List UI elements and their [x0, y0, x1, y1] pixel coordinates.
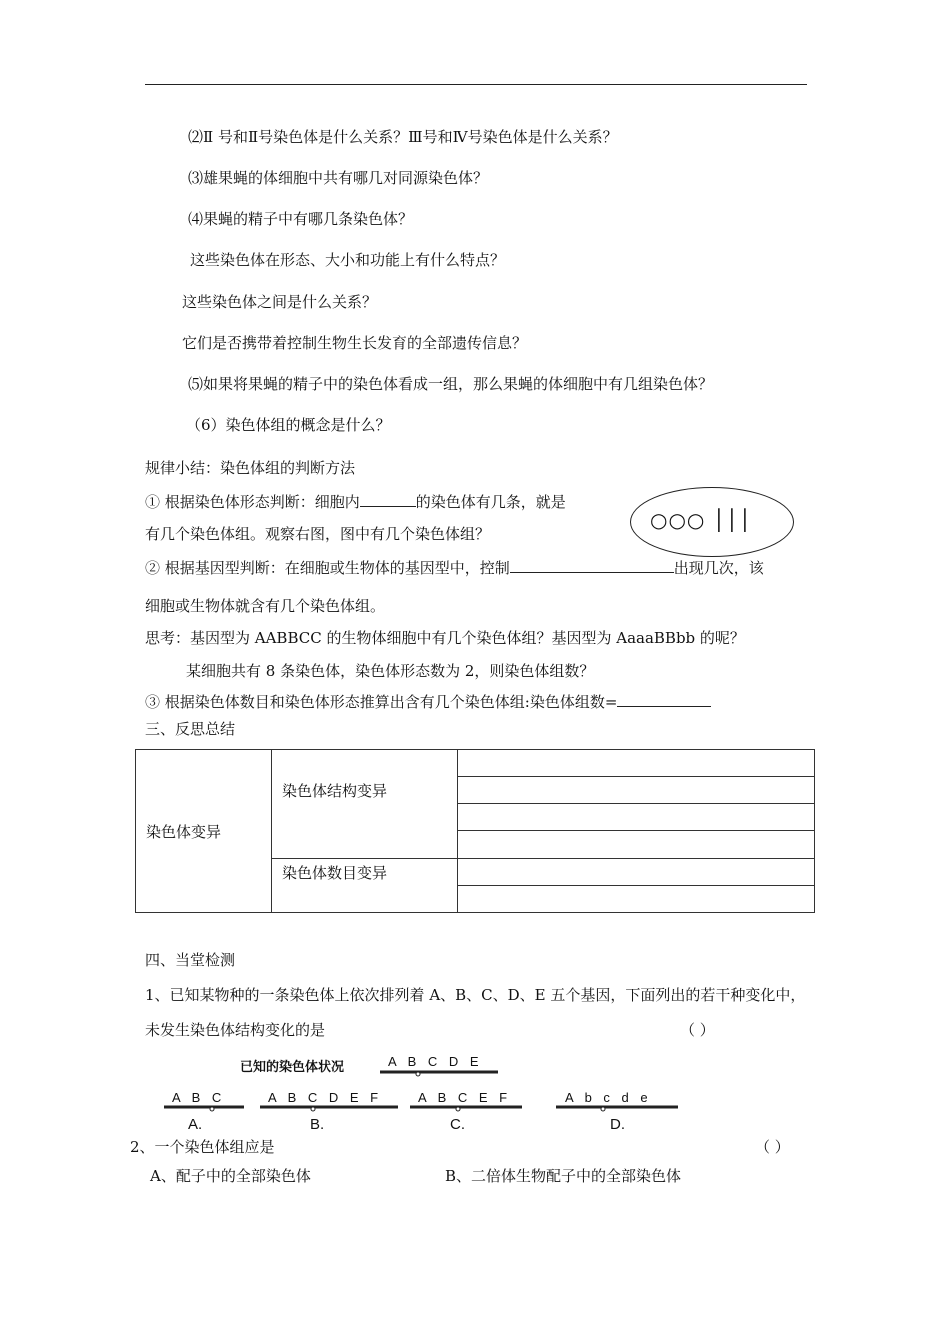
- summary-table: [135, 749, 815, 913]
- table-cell-struct: 染色体结构变异: [272, 750, 458, 859]
- answer-cell[interactable]: [458, 777, 815, 804]
- question-4c: 它们是否携带着控制生物生长发育的全部遗传信息？: [182, 334, 528, 352]
- think-question: 思考：基因型为 AABBCC 的生物体细胞中有几个染色体组？基因型为 AaaaBBbb 的呢？: [145, 629, 745, 647]
- answer-cell[interactable]: [458, 885, 815, 912]
- test-q2: 2、一个染色体组应是: [130, 1138, 275, 1156]
- rule-3: [145, 691, 711, 712]
- answer-cell[interactable]: [458, 804, 815, 831]
- table-cell-main: 染色体变异: [136, 750, 272, 913]
- rule-2: [145, 557, 764, 578]
- optB-genes: A B C D E F: [268, 1090, 383, 1105]
- answer-cell[interactable]: [458, 831, 815, 858]
- centromere: [456, 1107, 460, 1111]
- section-3-heading: 三、反思总结: [145, 720, 236, 738]
- header-rule: [145, 84, 807, 85]
- rules-title: 规律小结：染色体组的判断方法: [145, 459, 356, 477]
- question-5: ⑸如果将果蝇的精子中的染色体看成一组，那么果蝇的体细胞中有几组染色体？: [188, 375, 714, 393]
- optD-label: D.: [610, 1116, 625, 1133]
- table-cell-number: 染色体数目变异: [272, 858, 458, 912]
- question-4: ⑷果蝇的精子中有哪几条染色体？: [188, 210, 414, 228]
- answer-blank[interactable]: [617, 691, 711, 707]
- centromere: [416, 1072, 420, 1076]
- rule-2-line2: 细胞或生物体就含有几个染色体组。: [145, 597, 386, 615]
- rule-1-line2: 有几个染色体组。观察右图，图中有几个染色体组？: [145, 525, 491, 543]
- answer-cell[interactable]: [458, 750, 815, 777]
- answer-paren-2[interactable]: （ ）: [755, 1138, 790, 1156]
- test-q1-line2: 未发生染色体结构变化的是: [145, 1021, 326, 1039]
- rule-1-post: 的染色体有几条，就是: [415, 493, 566, 511]
- figure-title: 已知的染色体状况: [240, 1059, 345, 1074]
- chromosome-figure-symbols: ○○○ │││: [650, 508, 752, 532]
- known-genes: A B C D E: [388, 1054, 483, 1069]
- question-2: ⑵Ⅱ 号和Ⅱ号染色体是什么关系？Ⅲ号和Ⅳ号染色体是什么关系？: [188, 128, 618, 146]
- optA-label: A.: [188, 1116, 203, 1133]
- optC-genes: A B C E F: [418, 1090, 512, 1105]
- question-4b: 这些染色体之间是什么关系？: [182, 293, 378, 311]
- question-4a: 这些染色体在形态、大小和功能上有什么特点？: [190, 251, 506, 269]
- question-6: （6）染色体组的概念是什么？: [186, 416, 391, 434]
- think-question-2: 某细胞共有 8 条染色体，染色体形态数为 2，则染色体组数？: [186, 662, 595, 680]
- centromere: [210, 1107, 214, 1111]
- optA-genes: A B C: [172, 1090, 226, 1105]
- optC-label: C.: [450, 1116, 465, 1133]
- optD-genes: A b c d e: [565, 1090, 652, 1105]
- chromosome-options-figure: [160, 1050, 700, 1134]
- rule-1: [145, 491, 566, 512]
- optB-label: B.: [310, 1116, 325, 1133]
- question-3: ⑶雄果蝇的体细胞中共有哪几对同源染色体？: [188, 169, 489, 187]
- rule-3-text: ③ 根据染色体数目和染色体形态推算出含有几个染色体组:染色体组数=: [145, 693, 618, 711]
- centromere: [311, 1107, 315, 1111]
- centromere: [601, 1107, 605, 1111]
- answer-blank[interactable]: [510, 557, 674, 573]
- rule-2-pre: ② 根据基因型判断：在细胞或生物体的基因型中，控制: [145, 559, 510, 577]
- answer-cell[interactable]: [458, 858, 815, 885]
- rule-2-post: 出现几次，该: [673, 559, 764, 577]
- answer-blank[interactable]: [360, 491, 416, 507]
- rule-1-pre: ① 根据染色体形态判断：细胞内: [145, 493, 360, 511]
- test-q2-option-a[interactable]: A、配子中的全部染色体: [150, 1167, 311, 1185]
- answer-paren-1[interactable]: （ ）: [680, 1021, 715, 1039]
- test-q1-line1: 1、已知某物种的一条染色体上依次排列着 A、B、C、D、E 五个基因，下面列出的若干种变化中，: [145, 986, 806, 1004]
- section-4-heading: 四、当堂检测: [145, 951, 236, 969]
- test-q2-option-b[interactable]: B、二倍体生物配子中的全部染色体: [445, 1167, 682, 1185]
